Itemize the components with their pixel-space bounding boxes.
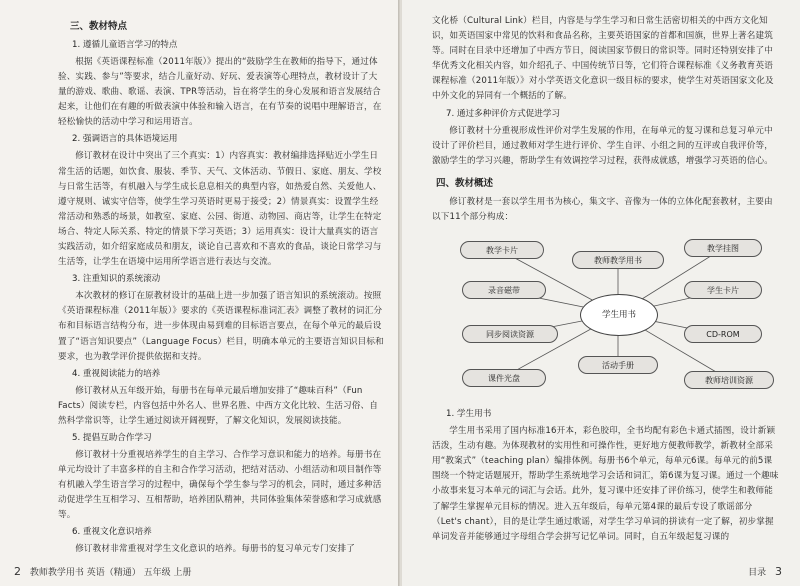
- item-1-heading: 1. 遵循儿童语言学习的特点: [72, 40, 178, 50]
- node-teaching-cards: 教学卡片: [460, 241, 544, 259]
- item-7-heading: 7. 通过多种评价方式促进学习: [446, 108, 561, 119]
- node-audio-tapes: 录音磁带: [462, 281, 546, 299]
- right-body: [432, 14, 780, 225]
- item-6-heading: 6. 重视文化意识培养: [72, 527, 152, 538]
- node-teacher-training: 教师培训资源: [684, 371, 774, 389]
- item-3-heading: 3. 注重知识的系统滚动: [72, 274, 161, 285]
- right-page: [402, 0, 800, 586]
- materials-diagram: [432, 229, 780, 399]
- item-7-paragraph: 修订教材十分重视形成性评价对学生发展的作用，在每单元的复习课和总复习单元中设计了评价栏目，通过教师对学生进行评价、学生自评、小组之间的互评或自我评价等，激励学生的学习兴趣，帮助学生有效调控学习过程，获得成就感，增强学习英语的信心。: [432, 125, 774, 166]
- sub-1-heading: 1. 学生用书: [446, 409, 492, 420]
- left-page-number: 2: [14, 565, 21, 578]
- right-footer-label: 目录: [748, 568, 767, 578]
- features-body: [58, 38, 386, 558]
- node-reading-resources: 同步阅读资源: [462, 325, 558, 343]
- student-book-section: [432, 407, 780, 545]
- overview-intro: 修订教材是一套以学生用书为核心，集文字、音像为一体的立体化配套教材，主要由以下11个部分构成：: [432, 196, 773, 222]
- section-title-features: 三、教材特点: [70, 21, 128, 32]
- left-footer: [8, 565, 191, 578]
- item-2-heading: 2. 强调语言的具体语境运用: [72, 134, 178, 145]
- item-5-paragraph: 修订教材十分重视培养学生的自主学习、合作学习意识和能力的培养。每册书在单元均设计了丰富多样的自主和合作学习活动，把结对活动、小组活动和项目制作等有机融入学生语言学习的过程中，确保每个学生参与学习的机会，同时，通过多种活动促进学生互相学习、互相帮助，培养团队精神，共同体验集体荣誉感和学习成就感等。: [58, 449, 382, 521]
- section-title-overview: 四、教材概述: [436, 177, 494, 189]
- left-book-title: 教师教学用书 英语（精通） 五年级 上册: [29, 568, 192, 578]
- item-3-paragraph: 本次教材的修订在原教材设计的基础上进一步加强了语言知识的系统滚动。按照《英语课程标准（2011年版）》要求的《英语课程标准词汇表》调整了教材的词汇分布和目标语言结构分布，进一步体现由易到难的目标语言要点，在每个单元的最后设置了“语言知识要点”（Language Focus）栏目，明确本单元的主要语言知识目标和要求，也为教学评价提供依据和支持。: [58, 291, 384, 362]
- cultural-link-paragraph: 文化桥（Cultural Link）栏目，内容是与学生学习和日常生活密切相关的中西方文化知识，如英语国家中常见的饮料和食品名称，主要英语国家的首都和国旗，世界上著名建筑等。同时在目录中还增加了中西方节日，阅读国家节假日的常识等。同时还特别安排了中华优秀文化相关内容，如介绍孔子、中国传统节日等，它们符合课程标准《义务教育英语课程标准（2011年版）》对小学英语文化意识一级目标的要求，使学生对英语国家文化及中外文化的异同有一个概括的了解。: [432, 16, 774, 102]
- node-student-book: 学生用书: [580, 294, 658, 336]
- item-1-paragraph: 根据《英语课程标准（2011年版）》提出的“鼓励学生在教师的指导下，通过体验、实践、参与”等要求，结合儿童好动、好玩、爱表演等心理特点，教材设计了大量的游戏、歌曲、歌谣、表演、TPR等活动，旨在将学生的身心发展和语言发展结合起来，让他们在有趣的听做表演中体验和输入语言，在有节奏的说唱中理解语言，在轻松愉快的活动中学习和运用语言。: [58, 57, 382, 128]
- item-5-heading: 5. 提倡互助合作学习: [72, 432, 152, 443]
- right-footer: [748, 565, 788, 578]
- node-courseware-cd: 课件光盘: [462, 369, 546, 387]
- node-activity-book: 活动手册: [578, 356, 658, 374]
- item-4-paragraph: 修订教材从五年级开始，每册书在每单元最后增加安排了“趣味百科”（Fun Facts）阅读专栏，内容包括中外名人、世界名胜、中西方文化比较、生活习俗、自然科学常识等，让学生通过阅读开阔视野，了解文化知识，发展阅读技能。: [58, 385, 379, 426]
- item-4-heading: 4. 重视阅读能力的培养: [72, 368, 161, 379]
- node-teacher-book: 教师教学用书: [572, 251, 664, 269]
- node-wall-charts: 教学挂图: [684, 239, 762, 257]
- item-6-paragraph: 修订教材非常重视对学生文化意识的培养。每册书的复习单元专门安排了: [75, 544, 355, 555]
- node-cd-rom: CD-ROM: [684, 325, 762, 343]
- node-student-cards: 学生卡片: [684, 281, 762, 299]
- sub-1-paragraph: 学生用书采用了国内标准16开本，彩色胶印，全书均配有彩色卡通式插图，设计新颖活泼，生动有趣。为体现教材的实用性和可操作性，更好地方便教师教学，新教材全部采用“教案式”（teaching plan）编排体例。每册书6个单元，每单元6课。每单元的前5课围绕一个特定话题展开，帮助学生系统地学习会话和词汇，第6课为复习课。通过一个趣味小故事来复习本单元的词汇与会话。此外，复习课中还安排了评价练习，使学生和教师能了解学生掌握单元目标的情况。进入五年级后，每单元第4课的最后专设了歌谣部分（Let's chant），目的是让学生通过歌谣，对学生学习单词的拼读有一定了解，初步掌握单词发音并能够通过字母组合学会拼写记忆单词。同时，自五年级起复习课的: [432, 426, 779, 542]
- item-2-paragraph: 修订教材在设计中突出了三个真实：1）内容真实：教材编排选择贴近小学生日常生活的话题，如饮食、服装、季节、天气、文体活动、节假日、家庭、朋友、学校与日常生活等，有机融入与学生成长息息相关的典型内容，如热爱自然、关爱他人、遵守规则、诚实守信等，使学生学习英语时更易于接受；2）情景真实：设置学生经常活动和熟悉的场景，如教室、家庭、公园、街道、动物园、商店等，让学生在特定场合、特定人际关系、特定的情景下学习英语；3）运用真实：设计大量真实的语言实践活动，如介绍家庭成员和朋友，谈论自己喜欢和不喜欢的食品，谈论日常学习与生活等，让学生在语境中运用所学语言进行表达与交流。: [58, 151, 382, 268]
- right-page-number: 3: [775, 565, 782, 578]
